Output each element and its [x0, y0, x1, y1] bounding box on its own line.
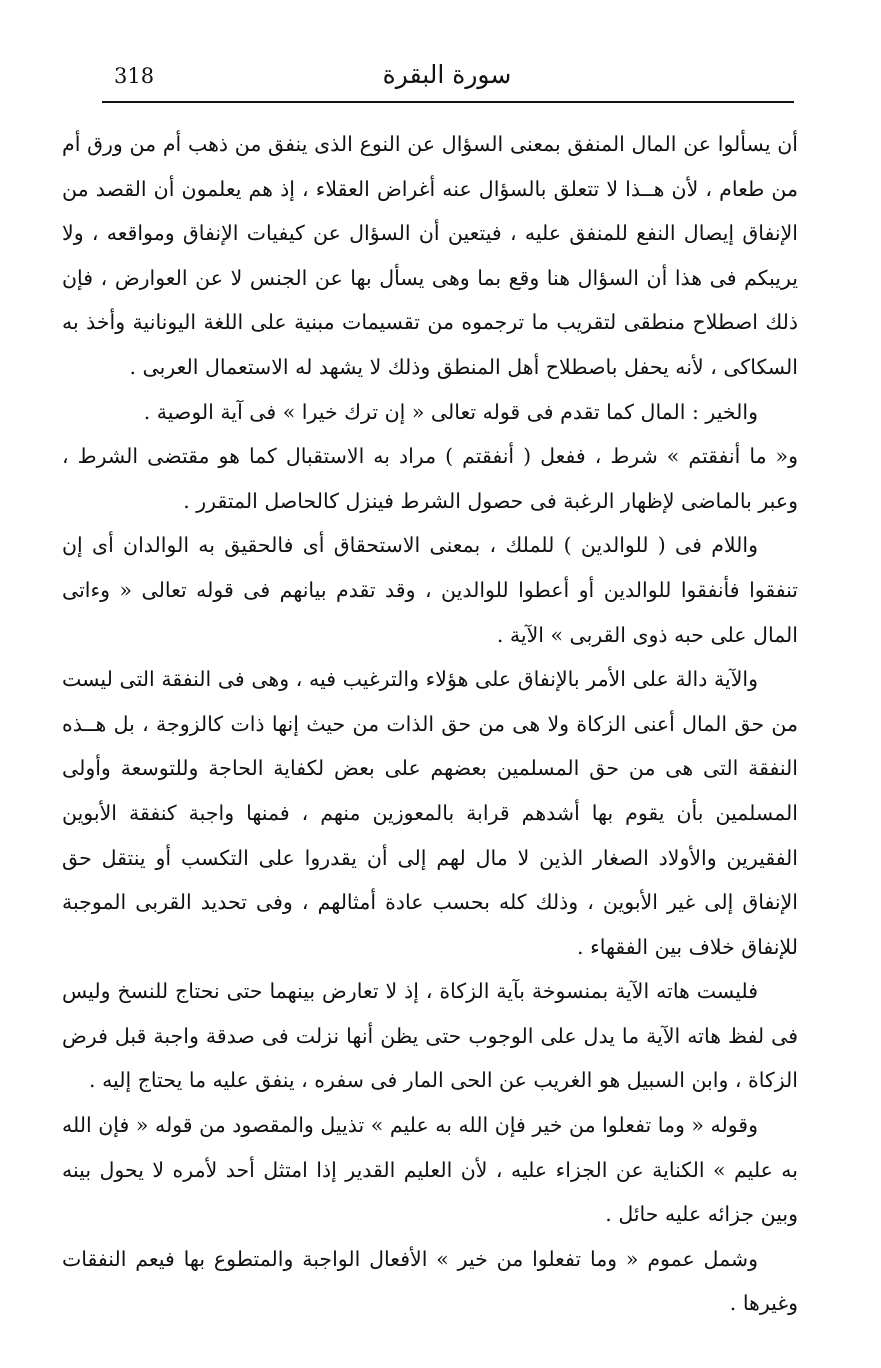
paragraph-3: و« ما أنفقتم » شرط ، ففعل ( أنفقتم ) مراد به الاستقبال كما هو مقتضى الشرط ، وعبر بالماضى لإظهار الرغبة فى حصول الشرط فينزل كالحاصل المتقرر .	[62, 444, 798, 513]
paragraph-1: أن يسألوا عن المال المنفق بمعنى السؤال عن النوع الذى ينفق من ذهب أم من ورق أم من طعام ، لأن هــذا لا تتعلق بالسؤال عنه أغراض العقلاء ، إذ هم يعلمون أن القصد من الإنفاق إيصال النفع للمنفق عليه ، فيتعين أن السؤال عن كيفيات الإنفاق ومواقعه ، ولا يريبكم فى هذا أن السؤال هنا وقع بما وهى يسأل بها عن الجنس لا عن العوارض ، فإن ذلك اصطلاح منطقى لتقريب ما ترجموه من تقسيمات مبنية على اللغة اليونانية وأخذ به السكاكى ، لأنه يحفل باصطلاح أهل المنطق وذلك لا يشهد له الاستعمال العربى .	[62, 132, 798, 379]
page-body	[62, 122, 798, 1326]
page-number: 318	[114, 64, 155, 88]
header-divider	[102, 101, 794, 103]
paragraph-7: وقوله « وما تفعلوا من خير فإن الله به عليم » تذييل والمقصود من قوله « فإن الله به عليم » الكناية عن الجزاء عليه ، لأن العليم القدير إذا امتثل أحد لأمره لا يحول بينه وبين جزائه عليه حائل .	[62, 1113, 798, 1227]
paragraph-6: فليست هاته الآية بمنسوخة بآية الزكاة ، إذ لا تعارض بينهما حتى نحتاج للنسخ وليس فى لفظ هاته الآية ما يدل على الوجوب حتى يظن أنها نزلت فى صدقة واجبة قبل فرض الزكاة ، وابن السبيل هو الغريب عن الحى المار فى سفره ، ينفق عليه ما يحتاج إليه .	[62, 979, 798, 1093]
paragraph-5: والآية دالة على الأمر بالإنفاق على هؤلاء والترغيب فيه ، وهى فى النفقة التى ليست من حق المال أعنى الزكاة ولا هى من حق الذات من حيث إنها ذات كالزوجة ، بل هــذه النفقة التى هى من حق المسلمين بعضهم على بعض لكفاية الحاجة وللتوسعة وأولى المسلمين بأن يقوم بها أشدهم قرابة بالمعوزين منهم ، فمنها واجبة كنفقة الأبوين الفقيرين والأولاد الصغار الذين لا مال لهم إلى أن يقدروا على التكسب أو ينتقل حق الإنفاق إلى غير الأبوين ، وذلك كله بحسب عادة أمثالهم ، وفى تحديد القربى الموجبة للإنفاق خلاف بين الفقهاء .	[62, 667, 798, 959]
paragraph-8: وشمل عموم « وما تفعلوا من خير » الأفعال الواجبة والمتطوع بها فيعم النفقات وغيرها .	[62, 1246, 798, 1316]
paragraph-4: واللام فى ( للوالدين ) للملك ، بمعنى الاستحقاق أى فالحقيق به الوالدان أى إن تنفقوا فأنفقوا للوالدين أو أعطوا للوالدين ، وقد تقدم بيانهم فى قوله تعالى « وءاتى المال على حبه ذوى القربى » الآية .	[62, 533, 798, 647]
paragraph-2: والخير : المال كما تقدم فى قوله تعالى « إن ترك خيرا » فى آية الوصية .	[143, 399, 758, 424]
surah-title: سورة البقرة	[382, 60, 512, 89]
page-header	[104, 58, 790, 98]
